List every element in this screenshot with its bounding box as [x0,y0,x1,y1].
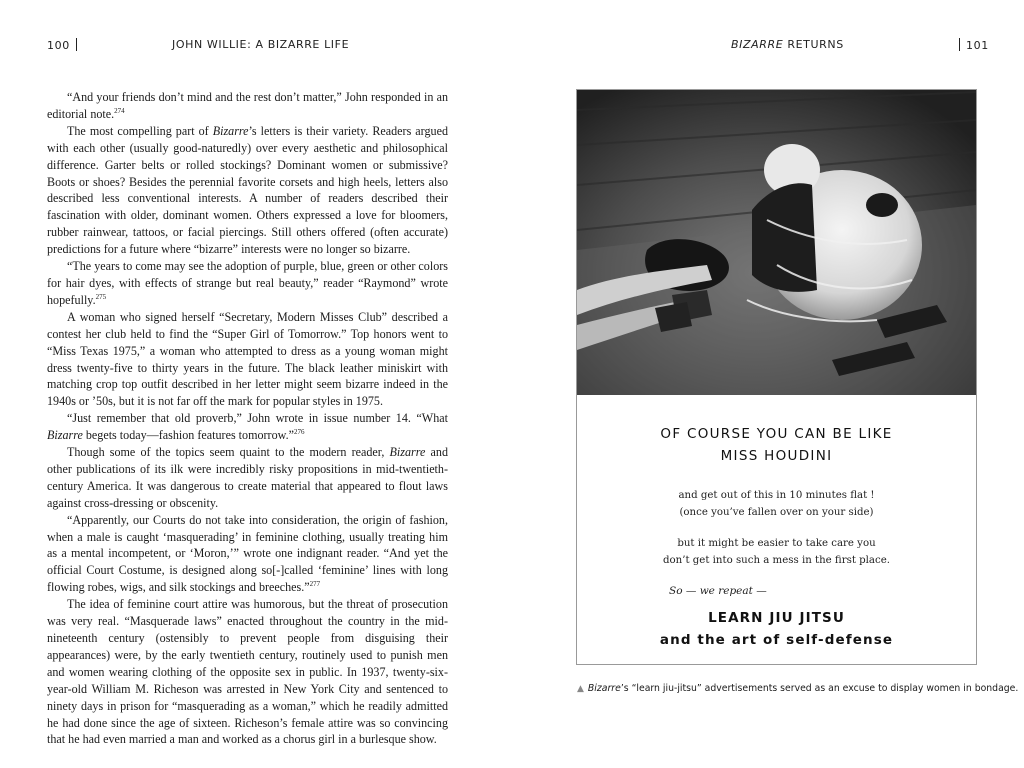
paragraph-text: ’s letters is their variety. Readers argued with each other (usually good-naturedly) over every aesthetic and philosophical difference. Garter belts or rolled stockings? Dominant women or submissive? Boots or shoes? Besides the perennial favorite corsets and high heels, letters also described less conventional interests. A number of readers described their fascination with older, dominant women. Others expressed a love for bloomers, rubber rainwear, tattoos, or facial piercings. Still others offered (often accurate) predictions for a future where “bizarre” interests were no longer so bizarre. [47,123,448,257]
footnote-ref: 274 [114,106,125,115]
paragraph-text: begets today—fashion features tomorrow.” [82,428,294,443]
left-running-head: JOHN WILLIE: A BIZARRE LIFE [172,38,350,51]
folio-divider [959,38,960,51]
bondage-photo [577,90,976,395]
ad-copy [577,395,976,651]
photo-illustration [577,90,976,395]
caption-text: ’s “learn jiu-jitsu” advertisements served as an excuse to display women in bondage. [620,683,1019,694]
ad-headline-line1: OF COURSE YOU CAN BE LIKE [660,426,893,442]
paragraph-text: “Just remember that old proverb,” John wrote in issue number 14. “What [67,411,448,426]
paragraph [47,309,448,410]
advertisement-figure [576,89,977,665]
italic-title: Bizarre [212,123,249,138]
italic-title: Bizarre [389,445,426,460]
paragraph [47,410,448,444]
running-head-rest: RETURNS [783,38,844,51]
caption-italic: Bizarre [587,683,621,694]
paragraph-text: “Apparently, our Courts do not take into consideration, the origin of fashion, when a male is caught ‘masquerading’ in feminine clothing, usually treating him as a mental incompetent, or ‘Moron,’” wrote one indignant reader. “And yet the official Court Costume, is designed along so[-]called ‘feminine’ lines with long flowing robes, wigs, and silk stockings and breeches.” [47,512,448,595]
ad-learn-line2: and the art of self-defense [659,632,894,648]
right-running-head [731,38,844,51]
body-text-column [47,89,448,748]
ad-repeat-line: So — we repeat — [669,585,767,597]
paragraph-text: “And your friends don’t mind and the rest don’t matter,” John responded in an editorial note. [47,90,448,121]
paragraph-text: and other publications of its ilk were incredibly risky propositions in mid-twentieth-century America. It was dangerous to create material that appeared to flout laws against cross-dressing or obscenity. [47,445,448,510]
paragraph-text: Though some of the topics seem quaint to the modern reader, [67,445,390,460]
footnote-ref: 277 [309,580,321,589]
page-number-100: 100 [47,39,70,52]
paragraph [47,596,448,748]
paragraph-text: The most compelling part of [67,123,213,138]
running-head-italic: BIZARRE [731,38,784,51]
ad-line: don’t get into such a mess in the first place. [663,555,890,566]
folio-divider [76,38,77,51]
paragraph [47,512,448,597]
ad-line: but it might be easier to take care you [677,538,876,549]
right-page-number [953,38,989,52]
ad-line: (once you’ve fallen over on your side) [679,507,874,518]
figure-caption [577,683,1019,694]
paragraph [47,444,448,512]
triangle-marker-icon: ▲ [577,684,584,694]
paragraph-text: The idea of feminine court attire was humorous, but the threat of prosecution was very real. “Masquerade laws” enacted throughout the country in the mid-nineteenth century (ostensibly to prevent people from disguising their appearances) were, by the early twentieth century, routinely used to punish men and women wearing clothing of the opposite sex in public. In 1937, twenty-six-year-old William M. Richeson was arrested in New York City and sentenced to ninety days in prison for “masquerading as a woman,” which he readily admitted he had done since the age of sixteen. Richeson’s female attire was so convincing that he had even married a man and worked as a chorus girl in a burlesque show. [47,597,448,747]
paragraph [47,89,448,123]
ad-line: and get out of this in 10 minutes flat ! [678,490,875,501]
left-page-number [47,38,83,52]
paragraph-text: “The years to come may see the adoption of purple, blue, green or other colors for hair dyes, with effects of strange but real beauty,” reader “Raymond” wrote hopefully. [47,259,448,307]
paragraph [47,258,448,309]
paragraph [47,123,448,258]
italic-title: Bizarre [47,428,83,443]
footnote-ref: 276 [293,428,305,437]
footnote-ref: 275 [95,292,107,301]
ad-headline-line2: MISS HOUDINI [720,448,833,464]
ad-learn-line1: LEARN JIU JITSU [708,610,845,626]
page-number-101: 101 [966,39,989,52]
paragraph-text: A woman who signed herself “Secretary, Modern Misses Club” described a contest her club held to find the “Super Girl of Tomorrow.” Top honors went to “Miss Texas 1975,” a woman who attempted to dress as a young woman might dress twenty-five to thirty years in the future. The black leather miniskirt with matching crop top outfit described in her letter might seem bizarre indeed in the 1940s or ’50s, but it is not far off the mark for popular styles in 1975. [47,309,448,409]
